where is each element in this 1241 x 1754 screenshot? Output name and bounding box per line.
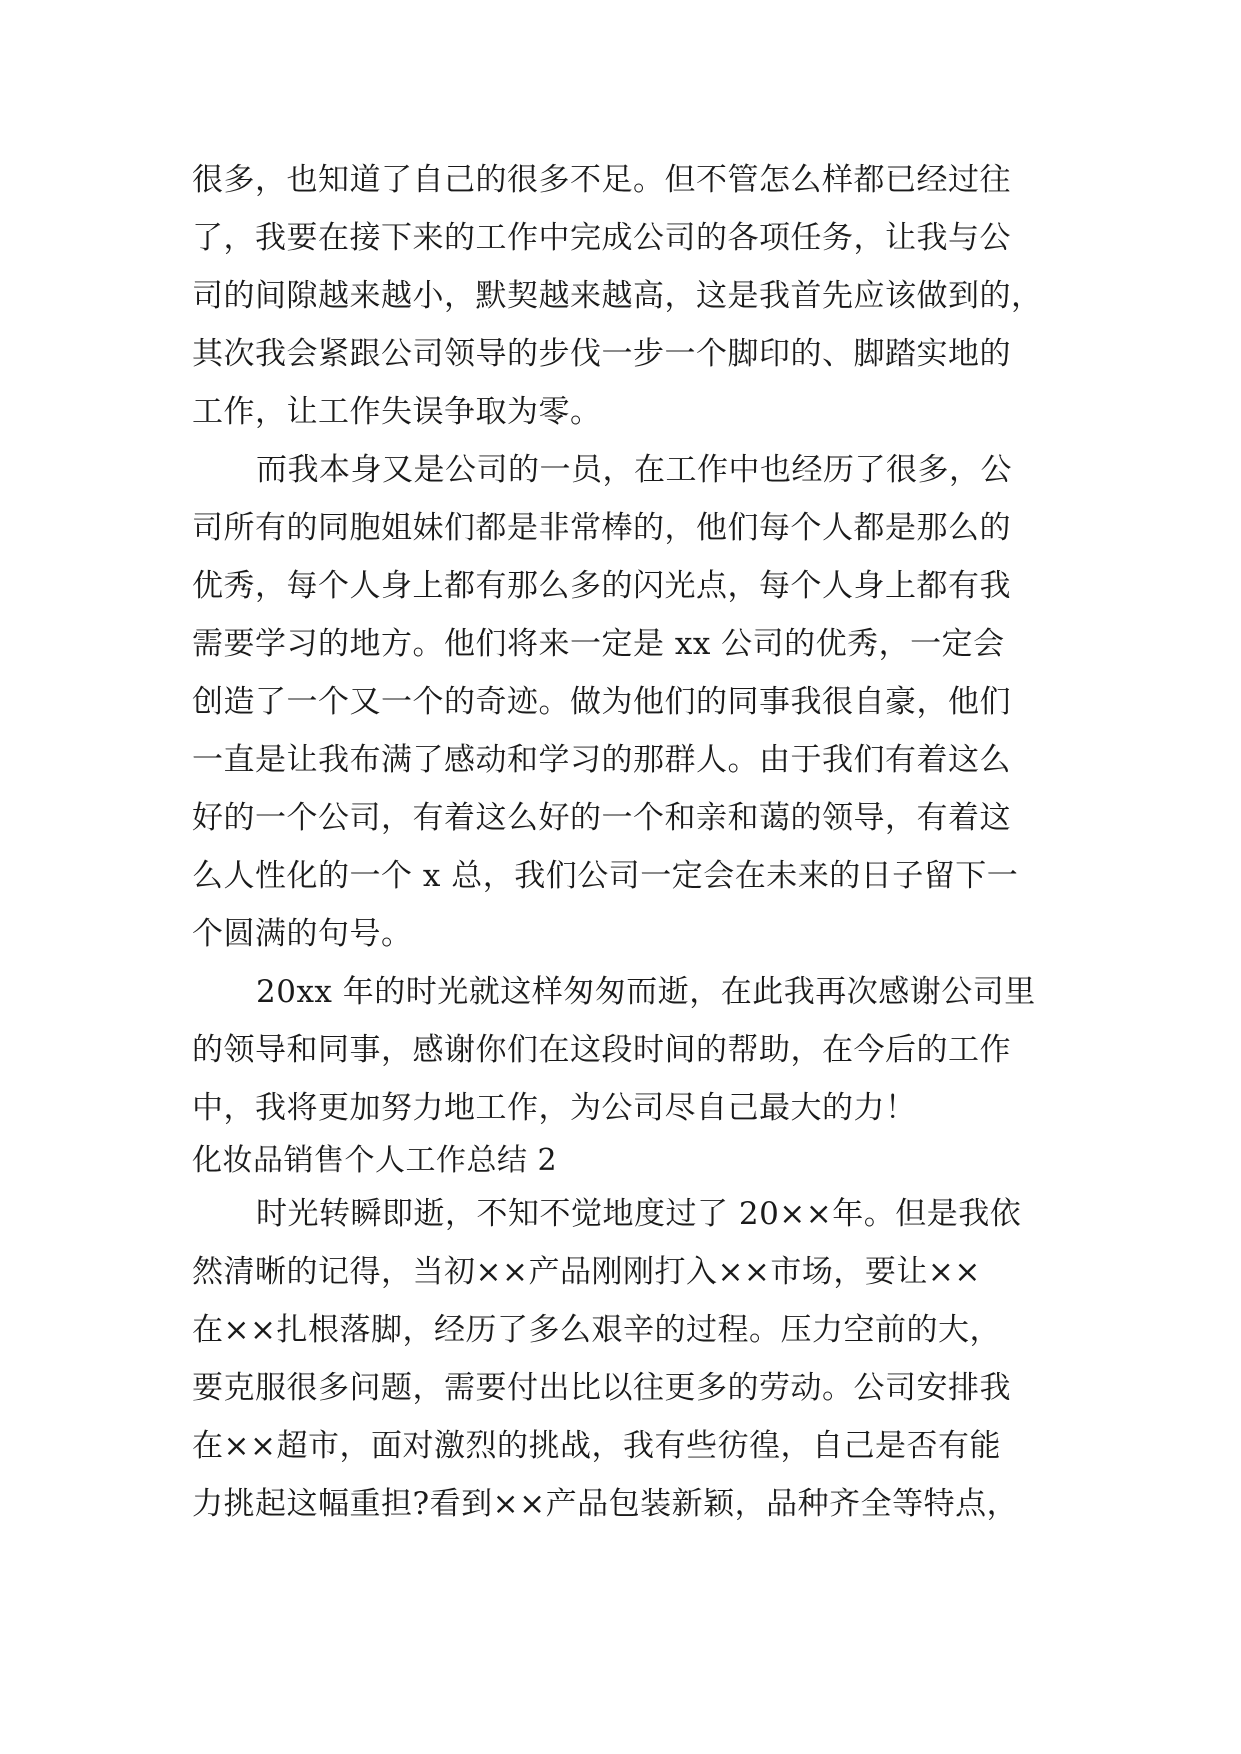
text-line: 中，我将更加努力地工作，为公司尽自己最大的力！ [192,1090,917,1126]
text-line: 司的间隙越来越小，默契越来越高，这是我首先应该做到的， [192,278,1043,314]
text-line: 优秀，每个人身上都有那么多的闪光点，每个人身上都有我 [192,568,1011,604]
text-line: 其次我会紧跟公司领导的步伐一步一个脚印的、脚踏实地的 [192,336,1011,372]
text-line: 司所有的同胞姐妹们都是非常棒的，他们每个人都是那么的 [192,510,1011,546]
text-line: 在××超市，面对激烈的挑战，我有些彷徨，自己是否有能 [192,1428,1001,1464]
text-line: 在××扎根落脚，经历了多么艰辛的过程。压力空前的大， [192,1312,1001,1348]
text-line: 的领导和同事，感谢你们在这段时间的帮助，在今后的工作 [192,1032,1011,1068]
text-line: 很多，也知道了自己的很多不足。但不管怎么样都已经过往 [192,162,1011,198]
text-line: 创造了一个又一个的奇迹。做为他们的同事我很自豪，他们 [192,684,1011,720]
text-line: 然清晰的记得，当初××产品刚刚打入××市场，要让×× [192,1254,981,1290]
text-line: 力挑起这幅重担?看到××产品包装新颖，品种齐全等特点， [192,1486,1019,1522]
text-line: 一直是让我布满了感动和学习的那群人。由于我们有着这么 [192,742,1011,778]
paragraph-first-line: 而我本身又是公司的一员，在工作中也经历了很多，公 [256,452,1012,488]
text-line: 么人性化的一个 x 总，我们公司一定会在未来的日子留下一 [192,858,1019,894]
paragraph-first-line: 时光转瞬即逝，不知不觉地度过了 20××年。但是我依 [256,1196,1022,1232]
paragraph-first-line: 20xx 年的时光就这样匆匆而逝，在此我再次感谢公司里 [256,974,1036,1010]
text-line: 工作，让工作失误争取为零。 [192,394,602,430]
text-line: 要克服很多问题，需要付出比以往更多的劳动。公司安排我 [192,1370,1011,1406]
text-line: 了，我要在接下来的工作中完成公司的各项任务，让我与公 [192,220,1011,256]
text-line: 好的一个公司，有着这么好的一个和亲和蔼的领导，有着这 [192,800,1011,836]
section-heading: 化妆品销售个人工作总结 2 [192,1143,558,1178]
text-line: 需要学习的地方。他们将来一定是 xx 公司的优秀，一定会 [192,626,1005,662]
text-line: 个圆满的句号。 [192,916,413,952]
